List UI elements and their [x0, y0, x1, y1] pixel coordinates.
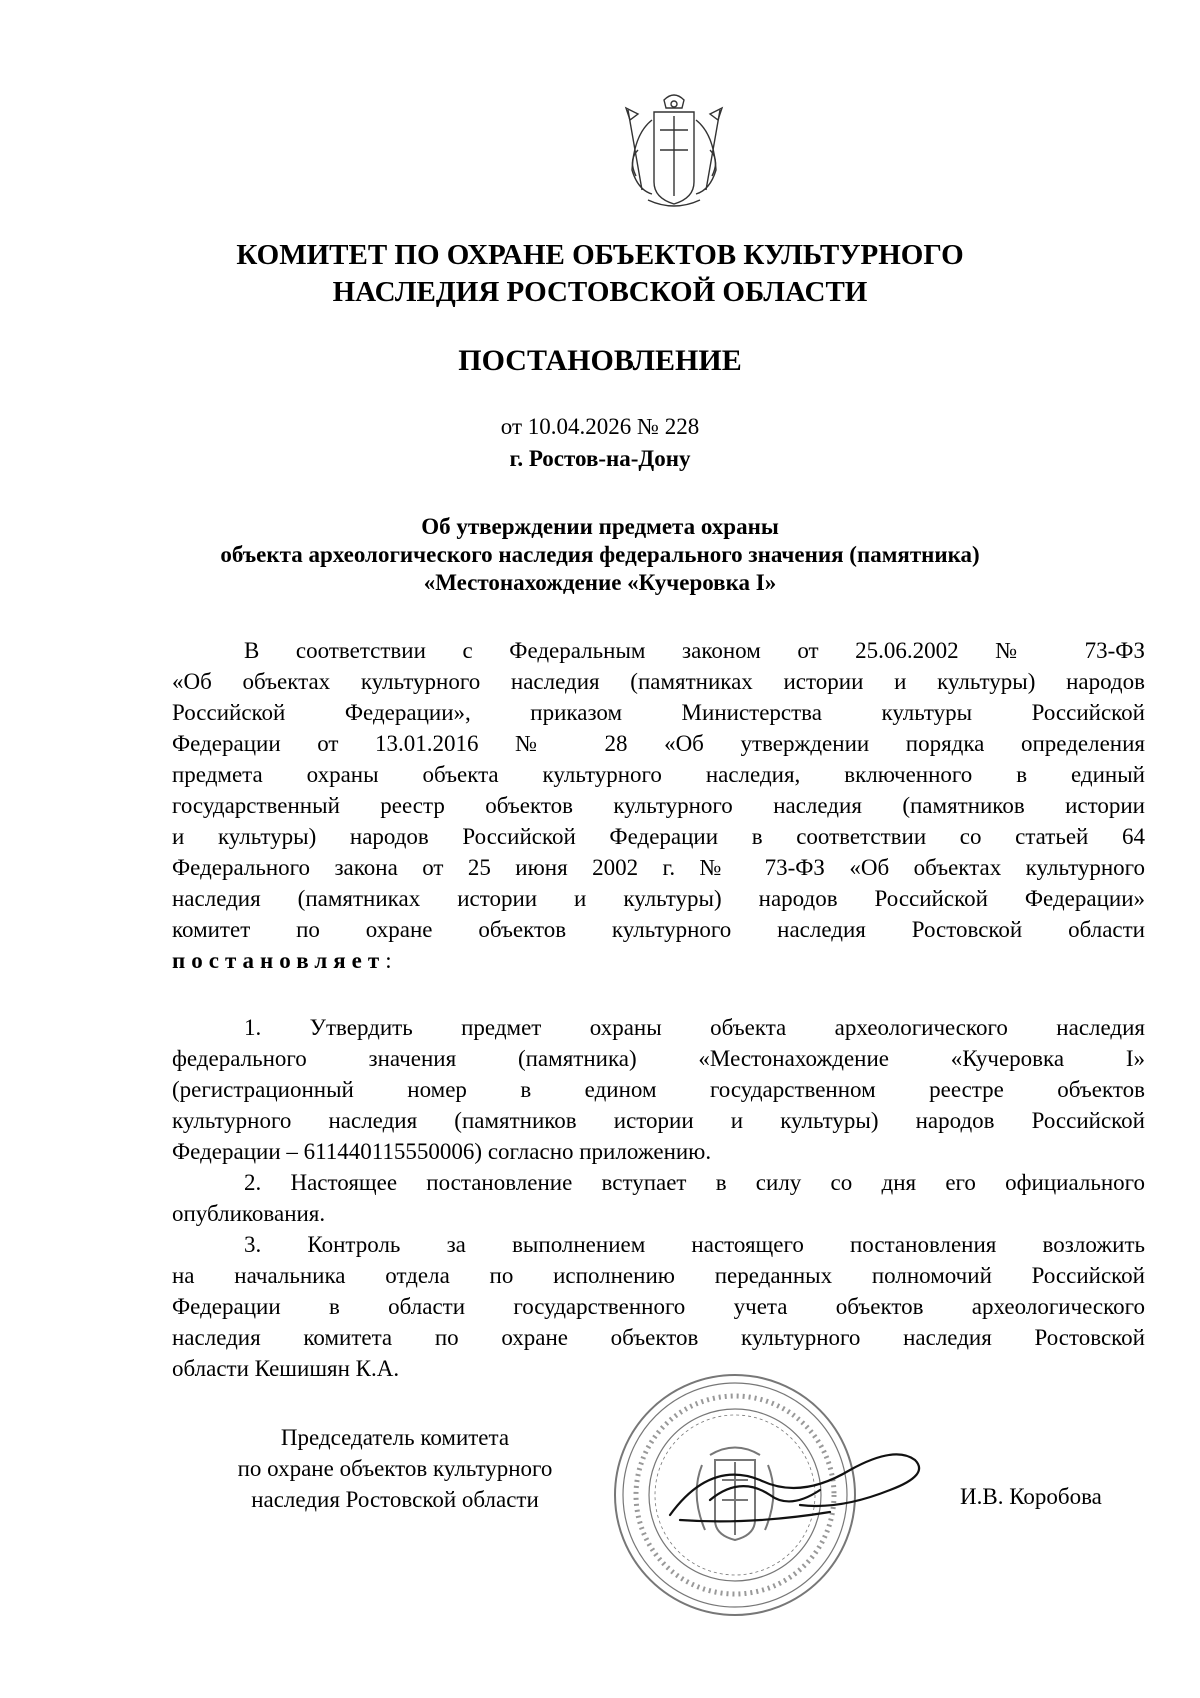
handwritten-signature-icon: [650, 1420, 950, 1550]
organization-name: [0, 237, 1200, 311]
preamble-line: Российской Федерации», приказом Министерства культуры Российской: [172, 700, 1145, 725]
preamble-line: предмета охраны объекта культурного наследия, включенного в единый: [172, 762, 1145, 787]
preamble-line: «Об объектах культурного наследия (памятниках истории и культуры) народов: [172, 669, 1145, 694]
resolves-line: [172, 945, 1145, 976]
item-line: 3. Контроль за выполнением настоящего постановления возложить: [244, 1232, 1145, 1257]
signer-position-line-1: Председатель комитета: [280, 1425, 510, 1450]
item-line: на начальника отдела по исполнению переданных полномочий Российской: [172, 1263, 1145, 1288]
item-line: Федерации в области государственного учета объектов археологического: [172, 1294, 1145, 1319]
preamble-paragraph: [172, 635, 1145, 976]
resolves-word: постановляет: [172, 948, 386, 973]
item-last-line: области Кешишян К.А.: [172, 1356, 400, 1381]
item-line: 2. Настоящее постановление вступает в силу со дня его официального: [244, 1170, 1145, 1195]
item-3: [172, 1229, 1145, 1384]
item-1: [172, 1012, 1145, 1167]
preamble-line: В соответствии с Федеральным законом от 25.06.2002 № 73-ФЗ: [244, 638, 1145, 663]
document-type: ПОСТАНОВЛЕНИЕ: [458, 344, 742, 377]
title-line-2: объекта археологического наследия федерального значения (памятника): [220, 542, 980, 567]
title-line-3: «Местонахождение «Кучеровка I»: [423, 570, 777, 595]
preamble-line: наследия (памятниках истории и культуры) народов Российской Федерации»: [172, 886, 1145, 911]
title-line-1: Об утверждении предмета охраны: [421, 514, 779, 539]
resolves-colon: :: [385, 948, 392, 973]
item-last-line: опубликования.: [172, 1201, 326, 1226]
preamble-line: комитет по охране объектов культурного наследия Ростовской области: [172, 917, 1145, 942]
preamble-line: Федерального закона от 25 июня 2002 г. № 73-ФЗ «Об объектах культурного: [172, 855, 1145, 880]
document-city: г. Ростов-на-Дону: [509, 446, 691, 471]
item-line: федерального значения (памятника) «Местонахождение «Кучеровка I»: [172, 1046, 1145, 1071]
item-line: культурного наследия (памятников истории и культуры) народов Российской: [172, 1108, 1145, 1133]
item-line: наследия комитета по охране объектов культурного наследия Ростовской: [172, 1325, 1145, 1350]
preamble-line: и культуры) народов Российской Федерации в соответствии со статьей 64: [172, 824, 1145, 849]
preamble-line: Федерации от 13.01.2016 № 28 «Об утверждении порядка определения: [172, 731, 1145, 756]
organization-line-1: КОМИТЕТ ПО ОХРАНЕ ОБЪЕКТОВ КУЛЬТУРНОГО: [236, 239, 964, 271]
preamble-line: государственный реестр объектов культурного наследия (памятников истории: [172, 793, 1145, 818]
item-2: [172, 1167, 1145, 1229]
organization-line-2: НАСЛЕДИЯ РОСТОВСКОЙ ОБЛАСТИ: [332, 276, 868, 308]
item-last-line: Федерации – 611440115550006) согласно приложению.: [172, 1139, 712, 1164]
rostov-oblast-coat-of-arms-icon: [608, 90, 740, 210]
signer-name: И.В. Коробова: [960, 1484, 1102, 1509]
document-date-number: от 10.04.2026 № 228: [500, 414, 700, 439]
signer-position-line-3: наследия Ростовской области: [251, 1487, 539, 1512]
item-line: 1. Утвердить предмет охраны объекта археологического наследия: [244, 1015, 1145, 1040]
signer-position-line-2: по охране объектов культурного: [237, 1456, 553, 1481]
item-line: (регистрационный номер в едином государственном реестре объектов: [172, 1077, 1145, 1102]
signer-position: [180, 1422, 610, 1515]
document-title: [0, 513, 1200, 597]
